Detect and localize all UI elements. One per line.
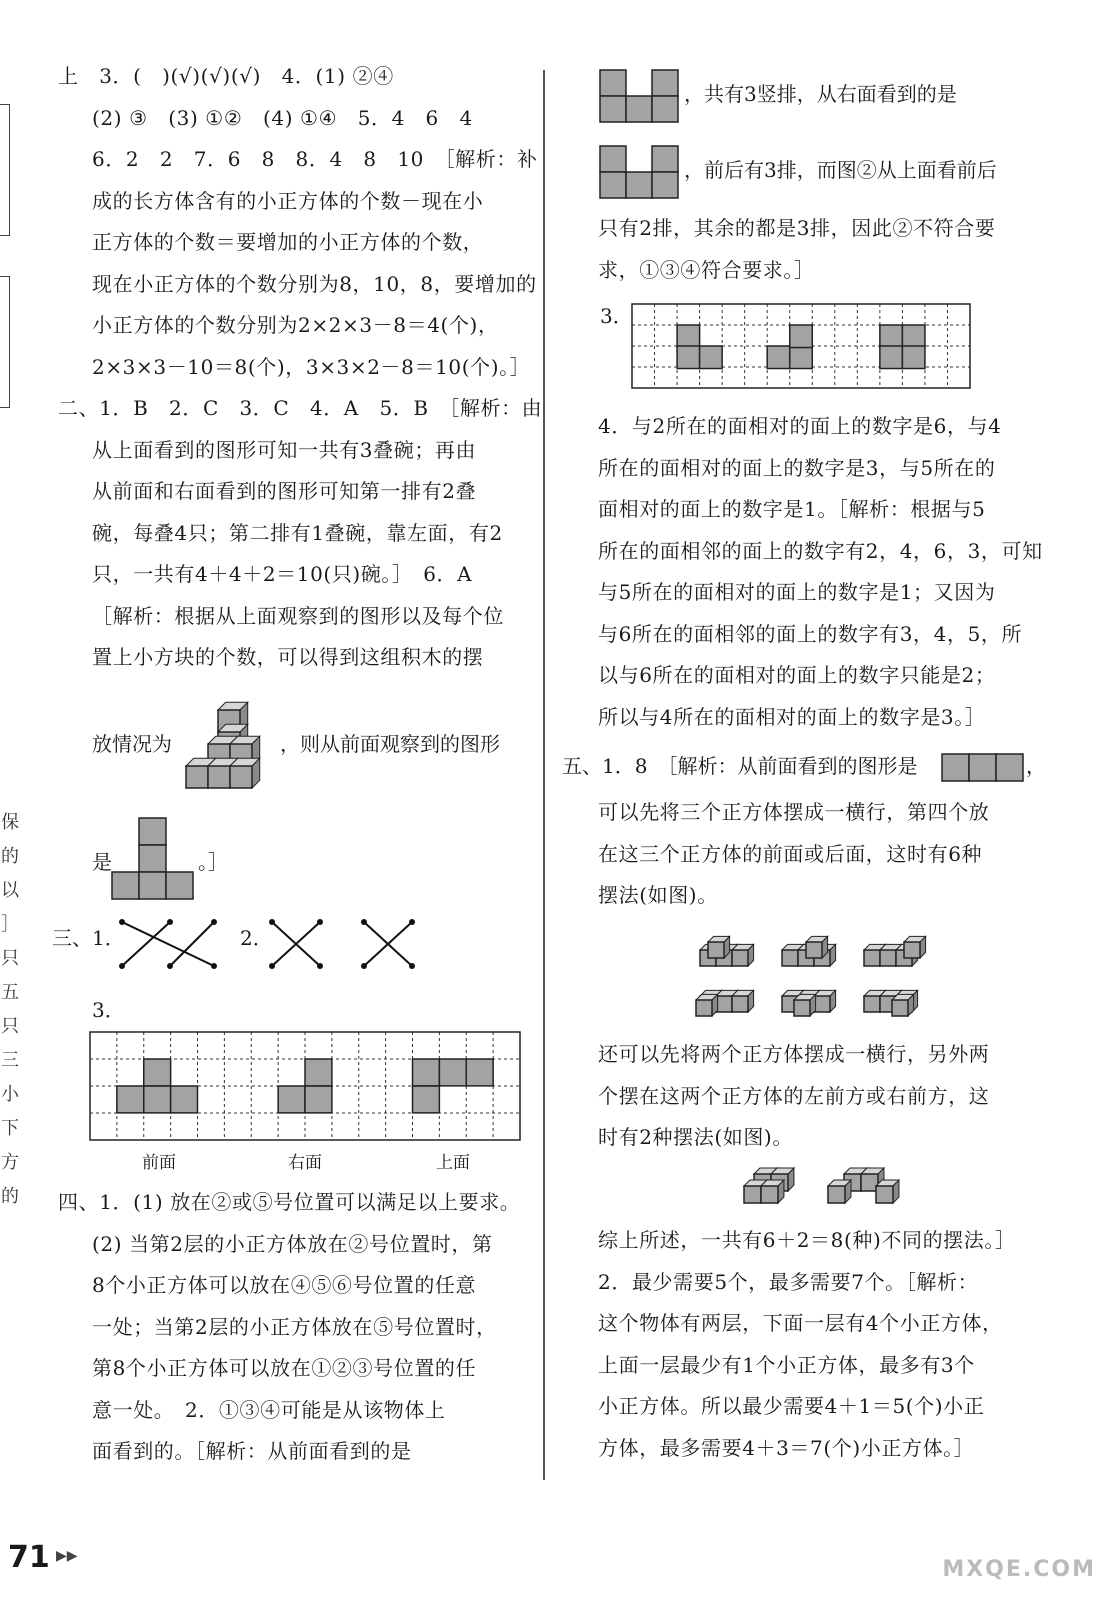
edge-bracket-2 xyxy=(0,276,10,408)
si-line-4: 一处；当第2层的小正方体放在⑤号位置时， xyxy=(92,1314,497,1339)
edge-char: 的 xyxy=(1,1186,19,1207)
front-view-small xyxy=(600,68,682,124)
caption-front: 前面 xyxy=(142,1153,176,1173)
section-er-line-5: 只，一共有4＋4＋2＝10(只)碗。］ 6．A xyxy=(92,562,473,586)
r-a-1: 只有2排，其余的都是3排，因此②不符合要 xyxy=(598,216,996,240)
caption-top: 上面 xyxy=(436,1153,470,1173)
top-cell xyxy=(466,1059,493,1086)
block-stack-figure xyxy=(178,700,278,800)
r-b-1: 4．与2所在的面相对的面上的数字是6，与4 xyxy=(598,414,1002,438)
square-cell xyxy=(600,172,626,198)
r-b-6: 与6所在的面相邻的面上的数字有3，4，5，所 xyxy=(598,621,1023,646)
edge-char: ］ xyxy=(1,914,19,935)
si-line-3: 8个小正方体可以放在④⑤⑥号位置的任意 xyxy=(92,1273,477,1297)
section-er-line-2: 从上面看到的图形可知一共有3叠碗；再由 xyxy=(92,437,477,462)
right-block-c xyxy=(598,792,1048,917)
left-column xyxy=(58,56,543,679)
square-cell xyxy=(166,872,193,899)
cube-front xyxy=(716,996,732,1012)
left-line-5: 正方体的个数＝要增加的小正方体的个数， xyxy=(92,230,484,254)
r-c-1: 可以先将三个正方体摆成一横行，第四个放 xyxy=(598,800,990,824)
matching-figure-2 xyxy=(268,918,418,970)
left-line-1: 上 3．( )(√)(√)(√) 4．(1) ②④ xyxy=(58,64,394,88)
r-e-4: 上面一层最少有1个小正方体，最多有3个 xyxy=(598,1352,975,1377)
edge-char: 的 xyxy=(1,846,19,867)
front-cell xyxy=(144,1059,171,1086)
edge-char: 保 xyxy=(1,812,19,833)
cube-front xyxy=(864,996,880,1012)
r-e-1: 综上所述，一共有6＋2＝8(种)不同的摆法。］ xyxy=(598,1228,1016,1252)
edge-characters xyxy=(0,806,20,1214)
edge-char: 三 xyxy=(1,1050,19,1071)
square-cell xyxy=(626,96,652,122)
right-cell xyxy=(305,1086,332,1113)
column-divider xyxy=(543,70,545,1480)
place-suffix: ，则从前面观察到的图形 xyxy=(280,732,500,756)
front-view-figure xyxy=(112,816,196,900)
caption-right: 右面 xyxy=(288,1153,322,1173)
square-cell xyxy=(112,872,139,899)
place-suffix-wrap xyxy=(280,728,500,757)
square-cell xyxy=(600,96,626,122)
is-prefix: 是 xyxy=(92,850,112,874)
top-cell xyxy=(439,1059,466,1086)
si-line-6: 意一处。 2．①③④可能是从该物体上 xyxy=(92,1397,446,1422)
view-cell xyxy=(700,346,723,369)
right-view-small xyxy=(600,144,682,200)
square-cell xyxy=(139,845,166,872)
left-line-7: 小正方体的个数分别为2×2×3－8＝4(个)， xyxy=(92,313,499,337)
cube-front xyxy=(744,1186,761,1203)
place-text xyxy=(92,728,172,757)
top-cell xyxy=(413,1059,440,1086)
r-b-8: 所以与4所在的面相对的面上的数字是3。］ xyxy=(598,704,986,729)
view-cell xyxy=(767,346,790,369)
right-block-b xyxy=(598,406,1048,738)
right-three-views-grid xyxy=(632,304,972,390)
edge-char: 方 xyxy=(1,1152,19,1173)
r-e-2: 2．最少需要5个，最多需要7个。［解析： xyxy=(598,1269,979,1294)
is-suffix: 。］ xyxy=(198,850,228,874)
square-cell xyxy=(626,172,652,198)
si-line-1: 四、1．(1) 放在②或⑤号位置可以满足以上要求。 xyxy=(58,1190,521,1214)
square-cell xyxy=(139,818,166,845)
r-b-3: 面相对的面上的数字是1。［解析：根据与5 xyxy=(598,497,986,521)
section-er-line-6: ［解析：根据从上面观察到的图形以及每个位 xyxy=(92,603,504,628)
view-cell xyxy=(677,346,700,369)
cube-front xyxy=(208,766,230,788)
cube-front xyxy=(864,950,880,966)
square-cell xyxy=(600,146,626,172)
r-b-7: 以与6所在的面相对的面上的数字只能是2； xyxy=(598,663,996,687)
edge-bracket-1 xyxy=(0,104,10,236)
square-cell xyxy=(969,754,996,781)
r-d-2: 个摆在这两个正方体的左前方或右前方，这 xyxy=(598,1083,990,1108)
r-d-3: 时有2种摆法(如图)。 xyxy=(598,1125,793,1149)
cube-front xyxy=(186,766,208,788)
edge-char: 只 xyxy=(1,1016,19,1037)
place-prefix: 放情况为 xyxy=(92,732,172,756)
view-cell xyxy=(677,325,700,348)
view-cell xyxy=(790,346,813,369)
right-block-a xyxy=(598,208,1048,291)
cube-front xyxy=(828,1186,845,1203)
r-b-4: 所在的面相邻的面上的数字有2，4，6，3，可知 xyxy=(598,538,1043,563)
front-cell xyxy=(117,1086,144,1113)
r-3: 3． xyxy=(600,304,633,328)
cube-front xyxy=(696,1000,712,1016)
square-cell xyxy=(652,96,678,122)
r-b-2: 所在的面相对的面上的数字是3，与5所在的 xyxy=(598,455,996,480)
matching-figure-1 xyxy=(118,918,220,970)
next-arrows-icon: ▶▶ xyxy=(56,1548,78,1564)
square-cell xyxy=(652,146,678,172)
right-block-e xyxy=(598,1220,1048,1469)
two-arrangements-figure xyxy=(740,1166,910,1208)
edge-char: 下 xyxy=(1,1118,19,1139)
cube-front xyxy=(904,942,920,958)
r-c-3: 摆法(如图)。 xyxy=(598,883,718,907)
r-line-2: ，前后有3排，而图②从上面看前后 xyxy=(684,158,997,182)
top-cell xyxy=(413,1086,440,1113)
cube-front xyxy=(230,766,252,788)
r-b-5: 与5所在的面相对的面上的数字是1；又因为 xyxy=(598,580,996,604)
cube-front xyxy=(806,942,822,958)
edge-char: 小 xyxy=(1,1084,19,1105)
edge-char: 五 xyxy=(1,982,19,1003)
section-si xyxy=(58,1182,528,1473)
three-views-grid xyxy=(90,1032,522,1142)
right-cell xyxy=(305,1059,332,1086)
left-line-6: 现在小正方体的个数分别为8，10，8，要增加的 xyxy=(92,271,537,296)
left-line-2: (2) ③ (3) ①② (4) ①④ 5．4 6 4 xyxy=(92,105,473,130)
wu-suffix: ， xyxy=(1026,754,1046,778)
view-cell xyxy=(902,346,925,369)
section-er-line-3: 从前面和右面看到的图形可知第一排有2叠 xyxy=(92,479,477,503)
wu-prefix: 五、1．8 ［解析：从前面看到的图形是 xyxy=(562,754,918,778)
left-line-8: 2×3×3－10＝8(个)，3×3×2－8＝10(个)。］ xyxy=(92,354,531,379)
edge-char: 以 xyxy=(1,880,19,901)
cube-front xyxy=(794,1000,810,1016)
is-suffix-wrap xyxy=(198,846,228,875)
wu-line xyxy=(562,750,917,779)
r-e-6: 方体，最多需要4＋3＝7(个)小正方体。］ xyxy=(598,1435,975,1460)
r-d-1: 还可以先将两个正方体摆成一横行，另外两 xyxy=(598,1042,990,1066)
r-line-1: ，共有3竖排，从右面看到的是 xyxy=(684,82,957,106)
cube-front xyxy=(876,1186,893,1203)
square-cell xyxy=(652,70,678,96)
si-line-2: (2) 当第2层的小正方体放在②号位置时，第 xyxy=(92,1231,493,1256)
view-cell xyxy=(880,346,903,369)
san-label: 三、1． xyxy=(52,926,125,950)
square-cell xyxy=(996,754,1023,781)
cube-front xyxy=(880,950,896,966)
section-er-line-1: 二、1．B 2．C 3．C 4．A 5．B ［解析：由 xyxy=(58,396,543,420)
r-e-5: 小正方体。所以最少需要4＋1＝5(个)小正 xyxy=(598,1394,985,1418)
square-cell xyxy=(652,172,678,198)
cube-front xyxy=(732,996,748,1012)
left-line-4: 成的长方体含有的小正方体的个数－现在小 xyxy=(92,188,484,213)
r-e-3: 这个物体有两层，下面一层有4个小正方体， xyxy=(598,1311,1003,1335)
r-c-2: 在这三个正方体的前面或后面，这时有6种 xyxy=(598,841,983,866)
san-3: 3． xyxy=(92,998,125,1022)
page-number: 71 xyxy=(8,1540,50,1575)
wu-front-view xyxy=(942,754,1026,782)
si-line-5: 第8个小正方体可以放在①②③号位置的任 xyxy=(92,1356,477,1380)
cube-front xyxy=(732,950,748,966)
view-cell xyxy=(790,325,813,348)
section-er-line-7: 置上小方块的个数，可以得到这组积木的摆 xyxy=(92,645,484,669)
view-cell xyxy=(902,325,925,348)
six-arrangements-figure xyxy=(694,930,954,1022)
square-cell xyxy=(139,872,166,899)
edge-char: 只 xyxy=(1,948,19,969)
square-cell xyxy=(600,70,626,96)
square-cell xyxy=(942,754,969,781)
right-cell xyxy=(278,1086,305,1113)
r-a-2: 求，①③④符合要求。］ xyxy=(598,257,815,282)
right-block-d xyxy=(598,1034,1048,1159)
cube-front xyxy=(761,1186,778,1203)
front-cell xyxy=(144,1086,171,1113)
si-line-7: 面看到的。［解析：从前面看到的是 xyxy=(92,1439,412,1463)
section-er-line-4: 碗，每叠4只；第二排有1叠碗，靠左面，有2 xyxy=(92,520,503,545)
cube-front xyxy=(814,996,830,1012)
cube-front xyxy=(782,950,798,966)
is-text xyxy=(92,846,112,875)
watermark: MXQE.COM xyxy=(942,1557,1096,1582)
front-cell xyxy=(171,1086,198,1113)
cube-front xyxy=(708,942,724,958)
left-line-3: 6．2 2 7．6 8 8．4 8 10 ［解析：补 xyxy=(92,147,538,171)
san-2: 2． xyxy=(240,926,273,950)
view-cell xyxy=(880,325,903,348)
cube-front xyxy=(892,1000,908,1016)
